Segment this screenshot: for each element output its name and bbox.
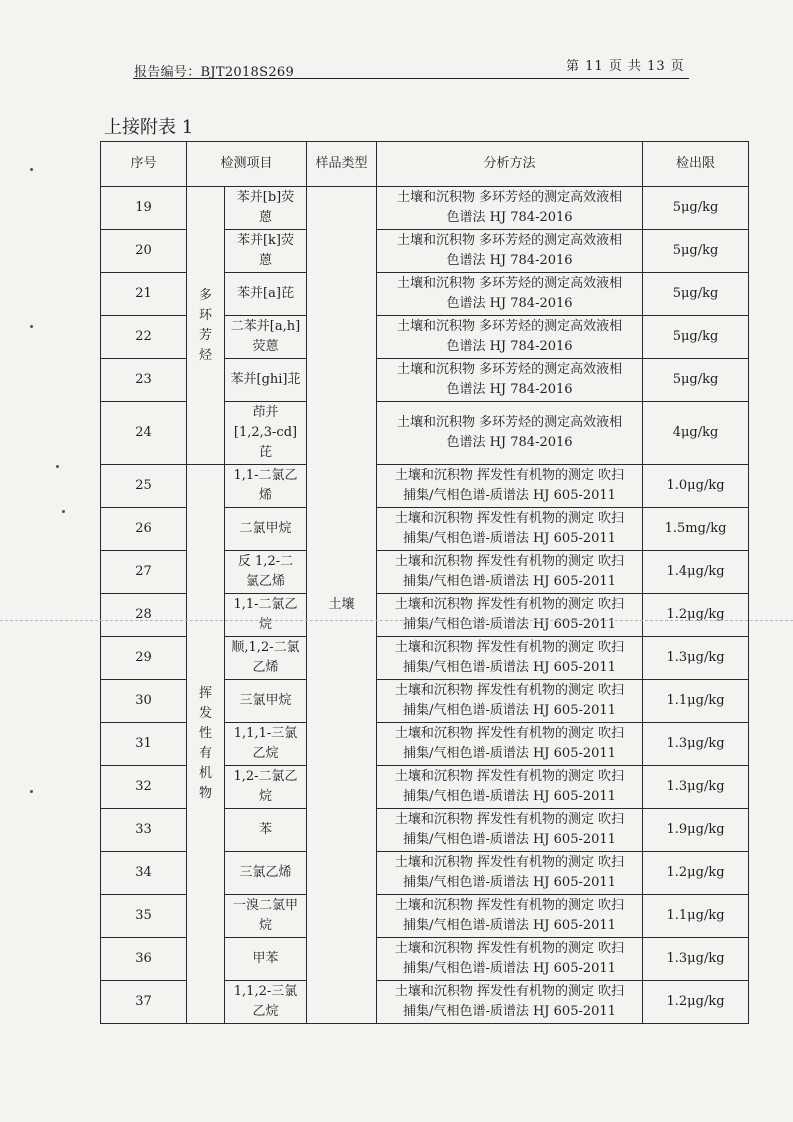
analysis-method xyxy=(377,766,643,809)
detection-limit: 1.2μg/kg xyxy=(643,852,749,895)
analysis-method xyxy=(377,359,643,402)
item-name xyxy=(225,551,307,594)
item-name-line: 反 1,2-二 xyxy=(237,554,294,569)
sample-type: 土壤 xyxy=(307,187,377,1024)
analysis-method-line: 土壤和沉积物 挥发性有机物的测定 吹扫 xyxy=(394,941,625,956)
analysis-method xyxy=(377,938,643,981)
item-name-line: 二苯并[a,h] xyxy=(230,319,301,334)
analysis-method xyxy=(377,809,643,852)
analysis-method xyxy=(377,594,643,637)
group-name-char: 有 xyxy=(198,746,212,761)
detection-limit: 1.3μg/kg xyxy=(643,637,749,680)
analysis-method-line: 捕集/气相色谱-质谱法 HJ 605-2011 xyxy=(403,1004,616,1019)
col-header-no: 序号 xyxy=(101,142,187,187)
analysis-method-line: 土壤和沉积物 挥发性有机物的测定 吹扫 xyxy=(394,640,625,655)
row-number: 25 xyxy=(101,465,187,508)
scan-speck xyxy=(56,465,59,468)
scan-speck xyxy=(30,790,33,793)
item-name xyxy=(225,273,307,316)
table-body xyxy=(101,187,749,1024)
analysis-method-line: 土壤和沉积物 挥发性有机物的测定 吹扫 xyxy=(394,855,625,870)
col-header-sample-type: 样品类型 xyxy=(307,142,377,187)
row-number: 35 xyxy=(101,895,187,938)
analysis-method-line: 捕集/气相色谱-质谱法 HJ 605-2011 xyxy=(403,617,616,632)
item-name xyxy=(225,465,307,508)
item-name-line: 烯 xyxy=(259,488,273,503)
group-name-char: 机 xyxy=(198,766,212,781)
group-name-char: 环 xyxy=(198,307,212,323)
detection-limit: 1.3μg/kg xyxy=(643,766,749,809)
analysis-method-line: 土壤和沉积物 多环芳烃的测定高效液相 xyxy=(396,319,623,334)
analysis-method-line: 土壤和沉积物 多环芳烃的测定高效液相 xyxy=(396,190,623,205)
item-name-line: 茚并 xyxy=(252,405,279,420)
analysis-method xyxy=(377,465,643,508)
analysis-method xyxy=(377,508,643,551)
analysis-method-line: 捕集/气相色谱-质谱法 HJ 605-2011 xyxy=(403,746,616,761)
section-title: 上接附表 1 xyxy=(104,117,194,138)
analysis-method-line: 捕集/气相色谱-质谱法 HJ 605-2011 xyxy=(403,918,616,933)
detection-limit: 4μg/kg xyxy=(643,402,749,465)
detection-limit: 1.5mg/kg xyxy=(643,508,749,551)
item-name-line: 乙烷 xyxy=(252,746,279,761)
item-name xyxy=(225,680,307,723)
group-name-char: 多 xyxy=(198,287,212,303)
item-name xyxy=(225,508,307,551)
item-name xyxy=(225,723,307,766)
analysis-method-line: 捕集/气相色谱-质谱法 HJ 605-2011 xyxy=(403,531,616,546)
analysis-method-line: 土壤和沉积物 挥发性有机物的测定 吹扫 xyxy=(394,511,625,526)
header-divider xyxy=(133,78,689,79)
item-name xyxy=(225,852,307,895)
detection-limit: 1.4μg/kg xyxy=(643,551,749,594)
item-name xyxy=(225,809,307,852)
analysis-method-line: 捕集/气相色谱-质谱法 HJ 605-2011 xyxy=(403,703,616,718)
group-name-char: 物 xyxy=(198,786,212,801)
analysis-method-line: 土壤和沉积物 多环芳烃的测定高效液相 xyxy=(396,233,623,248)
scan-speck xyxy=(30,325,33,328)
row-number: 36 xyxy=(101,938,187,981)
analysis-method xyxy=(377,551,643,594)
analysis-method-line: 色谱法 HJ 784-2016 xyxy=(446,435,573,450)
row-number: 28 xyxy=(101,594,187,637)
item-name-line: 烷 xyxy=(259,789,273,804)
item-name xyxy=(225,766,307,809)
analysis-method xyxy=(377,680,643,723)
group-name xyxy=(187,187,225,465)
scan-artifact-line xyxy=(0,620,793,621)
item-name xyxy=(225,981,307,1024)
row-number: 33 xyxy=(101,809,187,852)
analysis-method-line: 土壤和沉积物 多环芳烃的测定高效液相 xyxy=(396,415,623,430)
item-name-line: 1,1-二氯乙 xyxy=(233,597,298,612)
row-number: 27 xyxy=(101,551,187,594)
analysis-method-line: 捕集/气相色谱-质谱法 HJ 605-2011 xyxy=(403,660,616,675)
detection-limit: 5μg/kg xyxy=(643,273,749,316)
item-name-line: 甲苯 xyxy=(252,951,279,966)
group-name-char: 发 xyxy=(198,706,212,721)
detection-limit: 5μg/kg xyxy=(643,187,749,230)
item-name xyxy=(225,637,307,680)
analysis-method xyxy=(377,895,643,938)
detection-limit: 1.2μg/kg xyxy=(643,981,749,1024)
analysis-method-line: 土壤和沉积物 挥发性有机物的测定 吹扫 xyxy=(394,683,625,698)
group-name-char: 芳 xyxy=(198,327,212,343)
item-name xyxy=(225,187,307,230)
detection-limit: 5μg/kg xyxy=(643,230,749,273)
analysis-method-line: 捕集/气相色谱-质谱法 HJ 605-2011 xyxy=(403,488,616,503)
analysis-method xyxy=(377,637,643,680)
analysis-method-line: 土壤和沉积物 挥发性有机物的测定 吹扫 xyxy=(394,898,625,913)
row-number: 26 xyxy=(101,508,187,551)
row-number: 32 xyxy=(101,766,187,809)
analysis-method-line: 捕集/气相色谱-质谱法 HJ 605-2011 xyxy=(403,875,616,890)
analysis-method-line: 捕集/气相色谱-质谱法 HJ 605-2011 xyxy=(403,832,616,847)
item-name-line: 苯并[a]芘 xyxy=(237,286,294,301)
item-name-line: 烷 xyxy=(259,617,273,632)
item-name-line: 二氯甲烷 xyxy=(239,521,292,536)
analysis-method-line: 捕集/气相色谱-质谱法 HJ 605-2011 xyxy=(403,789,616,804)
group-name-char: 性 xyxy=(198,726,212,741)
detection-limit-table xyxy=(100,141,749,1024)
item-name-line: 1,1-二氯乙 xyxy=(233,468,298,483)
scan-speck xyxy=(30,168,33,171)
analysis-method-line: 土壤和沉积物 多环芳烃的测定高效液相 xyxy=(396,276,623,291)
analysis-method xyxy=(377,723,643,766)
row-number: 24 xyxy=(101,402,187,465)
item-name-line: [1,2,3-cd]芘 xyxy=(233,425,298,460)
item-name-line: 蒽 xyxy=(259,253,273,268)
item-name-line: 三氯乙烯 xyxy=(239,865,292,880)
analysis-method xyxy=(377,981,643,1024)
report-number: 报告编号：BJT2018S269 xyxy=(134,65,295,80)
item-name xyxy=(225,402,307,465)
analysis-method xyxy=(377,852,643,895)
group-name xyxy=(187,465,225,1024)
item-name-line: 烷 xyxy=(259,918,273,933)
item-name xyxy=(225,316,307,359)
analysis-method xyxy=(377,402,643,465)
row-number: 23 xyxy=(101,359,187,402)
analysis-method-line: 土壤和沉积物 挥发性有机物的测定 吹扫 xyxy=(394,769,625,784)
group-name-char: 挥 xyxy=(198,686,212,701)
detection-limit: 1.3μg/kg xyxy=(643,723,749,766)
analysis-method xyxy=(377,273,643,316)
detection-limit: 1.9μg/kg xyxy=(643,809,749,852)
analysis-method-line: 捕集/气相色谱-质谱法 HJ 605-2011 xyxy=(403,574,616,589)
analysis-method-line: 色谱法 HJ 784-2016 xyxy=(446,382,573,397)
item-name-line: 1,1,1-三氯 xyxy=(233,726,298,741)
detection-limit: 1.2μg/kg xyxy=(643,594,749,637)
item-name-line: 1,2-二氯乙 xyxy=(233,769,298,784)
analysis-method-line: 土壤和沉积物 挥发性有机物的测定 吹扫 xyxy=(394,597,625,612)
analysis-method-line: 土壤和沉积物 挥发性有机物的测定 吹扫 xyxy=(394,554,625,569)
analysis-method-line: 土壤和沉积物 挥发性有机物的测定 吹扫 xyxy=(394,812,625,827)
analysis-method-line: 土壤和沉积物 挥发性有机物的测定 吹扫 xyxy=(394,468,625,483)
analysis-method xyxy=(377,187,643,230)
col-header-item: 检测项目 xyxy=(187,142,307,187)
item-name xyxy=(225,895,307,938)
item-name-line: 苯 xyxy=(259,822,273,837)
analysis-method-line: 色谱法 HJ 784-2016 xyxy=(446,339,573,354)
table-header-row xyxy=(101,142,749,187)
analysis-method-line: 色谱法 HJ 784-2016 xyxy=(446,253,573,268)
table-row xyxy=(101,187,749,230)
analysis-method-line: 土壤和沉积物 多环芳烃的测定高效液相 xyxy=(396,362,623,377)
table-row xyxy=(101,465,749,508)
item-name-line: 一溴二氯甲 xyxy=(233,898,299,913)
analysis-method-line: 土壤和沉积物 挥发性有机物的测定 吹扫 xyxy=(394,726,625,741)
item-name-line: 1,1,2-三氯 xyxy=(233,984,298,999)
item-name xyxy=(225,230,307,273)
scan-speck xyxy=(62,510,65,513)
item-name-line: 乙烷 xyxy=(252,1004,279,1019)
analysis-method xyxy=(377,230,643,273)
row-number: 20 xyxy=(101,230,187,273)
item-name-line: 苯并[k]荧 xyxy=(236,233,295,248)
analysis-method xyxy=(377,316,643,359)
col-header-limit: 检出限 xyxy=(643,142,749,187)
item-name-line: 三氯甲烷 xyxy=(239,693,292,708)
row-number: 29 xyxy=(101,637,187,680)
detection-limit: 1.3μg/kg xyxy=(643,938,749,981)
row-number: 21 xyxy=(101,273,187,316)
item-name xyxy=(225,594,307,637)
row-number: 34 xyxy=(101,852,187,895)
detection-limit: 5μg/kg xyxy=(643,316,749,359)
row-number: 19 xyxy=(101,187,187,230)
detection-limit: 5μg/kg xyxy=(643,359,749,402)
row-number: 30 xyxy=(101,680,187,723)
item-name xyxy=(225,359,307,402)
item-name-line: 荧蒽 xyxy=(252,339,279,354)
row-number: 22 xyxy=(101,316,187,359)
detection-limit: 1.0μg/kg xyxy=(643,465,749,508)
item-name-line: 乙烯 xyxy=(252,660,279,675)
item-name-line: 苯并[b]荧 xyxy=(236,190,295,205)
row-number: 31 xyxy=(101,723,187,766)
analysis-method-line: 色谱法 HJ 784-2016 xyxy=(446,296,573,311)
analysis-method-line: 土壤和沉积物 挥发性有机物的测定 吹扫 xyxy=(394,984,625,999)
item-name-line: 顺,1,2-二氯 xyxy=(231,640,300,655)
page-info: 第 11 页 共 13 页 xyxy=(566,59,685,74)
detection-limit: 1.1μg/kg xyxy=(643,895,749,938)
analysis-method-line: 捕集/气相色谱-质谱法 HJ 605-2011 xyxy=(403,961,616,976)
item-name-line: 苯并[ghi]苝 xyxy=(230,372,301,387)
item-name-line: 蒽 xyxy=(259,210,273,225)
row-number: 37 xyxy=(101,981,187,1024)
item-name xyxy=(225,938,307,981)
detection-limit: 1.1μg/kg xyxy=(643,680,749,723)
analysis-method-line: 色谱法 HJ 784-2016 xyxy=(446,210,573,225)
col-header-method: 分析方法 xyxy=(377,142,643,187)
group-name-char: 烃 xyxy=(198,347,212,363)
item-name-line: 氯乙烯 xyxy=(246,574,286,589)
